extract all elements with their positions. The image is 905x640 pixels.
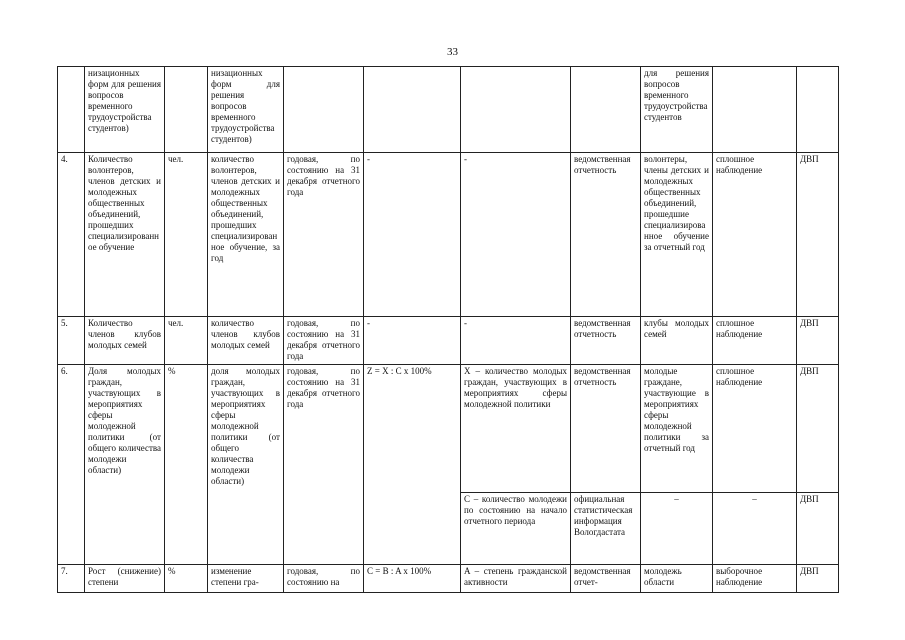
cell-basic: X – количество молодых граждан, участвующих в мероприятиях сферы молодежной политики [461, 365, 571, 493]
cell-unit [165, 67, 208, 153]
cell-object: для решения вопросов временного трудоустройства студентов [641, 67, 713, 153]
cell-periodicity: годовая, по состоянию на 31 декабря отчетного года [284, 317, 364, 365]
table-row [58, 153, 839, 317]
indicator-table [57, 66, 839, 593]
cell-name: Доля молодых граждан, участвующих в мероприятиях сферы молодежной политики (от общего количества молодежи области) [85, 365, 165, 565]
cell-name: Рост (снижение) степени [85, 565, 165, 593]
table-row [58, 365, 839, 493]
cell-responsible: ДВП [797, 317, 839, 365]
cell-method: сплошное наблюдение [713, 317, 797, 365]
cell-periodicity: годовая, по состоянию на 31 декабря отчетного года [284, 365, 364, 565]
cell-definition: количество волонтеров, членов детских и молодежных общественных объединений, прошедших специализированное обучение, за год [208, 153, 284, 317]
cell-object: волонтеры, члены детских и молодежных общественных объединений, прошедшие специализированное обучение за отчетный год [641, 153, 713, 317]
cell-source [571, 67, 641, 153]
cell-responsible: ДВП [797, 153, 839, 317]
cell-formula [364, 67, 461, 153]
cell-unit: % [165, 565, 208, 593]
cell-unit: чел. [165, 317, 208, 365]
cell-source: ведомственная отчетность [571, 365, 641, 493]
cell-basic [461, 67, 571, 153]
cell-basic: - [461, 317, 571, 365]
cell-num: 4. [58, 153, 85, 317]
cell-num [58, 67, 85, 153]
table-row [58, 67, 839, 153]
cell-name: низационных форм для решения вопросов временного трудоустройства студентов) [85, 67, 165, 153]
cell-periodicity [284, 67, 364, 153]
cell-formula: Z = X : C x 100% [364, 365, 461, 565]
table-row [58, 565, 839, 593]
cell-definition: низационных форм для решения вопросов временного трудоустройства студентов) [208, 67, 284, 153]
cell-method: – [713, 493, 797, 565]
cell-num: 6. [58, 365, 85, 565]
cell-object: молодые граждане, участвующие в мероприятиях сферы молодежной политики за отчетный год [641, 365, 713, 493]
cell-name: Количество волонтеров, членов детских и молодежных общественных объединений, прошедших специализированное обучение [85, 153, 165, 317]
page-number: 33 [447, 46, 458, 58]
cell-method [713, 67, 797, 153]
cell-periodicity: годовая, по состоянию на [284, 565, 364, 593]
cell-name: Количество членов клубов молодых семей [85, 317, 165, 365]
cell-source: ведомственная отчетность [571, 153, 641, 317]
cell-method: выборочное наблюдение [713, 565, 797, 593]
cell-method: сплошное наблюдение [713, 365, 797, 493]
cell-responsible: ДВП [797, 365, 839, 493]
cell-basic: - [461, 153, 571, 317]
cell-num: 7. [58, 565, 85, 593]
cell-object: – [641, 493, 713, 565]
cell-num: 5. [58, 317, 85, 365]
cell-object: молодежь области [641, 565, 713, 593]
cell-definition: количество членов клубов молодых семей [208, 317, 284, 365]
table-row [58, 317, 839, 365]
cell-basic: A – степень гражданской активности [461, 565, 571, 593]
cell-unit: чел. [165, 153, 208, 317]
cell-source: ведомственная отчет- [571, 565, 641, 593]
cell-method: сплошное наблюдение [713, 153, 797, 317]
cell-responsible: ДВП [797, 565, 839, 593]
cell-source: официальная статистическая информация Вологдастата [571, 493, 641, 565]
cell-basic: C – количество молодежи по состоянию на начало отчетного периода [461, 493, 571, 565]
cell-unit: % [165, 365, 208, 565]
cell-formula: - [364, 153, 461, 317]
cell-formula: C = B : A x 100% [364, 565, 461, 593]
cell-formula: - [364, 317, 461, 365]
cell-definition: доля молодых граждан, участвующих в мероприятиях сферы молодежной политики (от общего количества молодежи области) [208, 365, 284, 565]
cell-object: клубы молодых семей [641, 317, 713, 365]
cell-definition: изменение степени гра- [208, 565, 284, 593]
cell-responsible [797, 67, 839, 153]
cell-periodicity: годовая, по состоянию на 31 декабря отчетного года [284, 153, 364, 317]
cell-source: ведомственная отчетность [571, 317, 641, 365]
cell-responsible: ДВП [797, 493, 839, 565]
